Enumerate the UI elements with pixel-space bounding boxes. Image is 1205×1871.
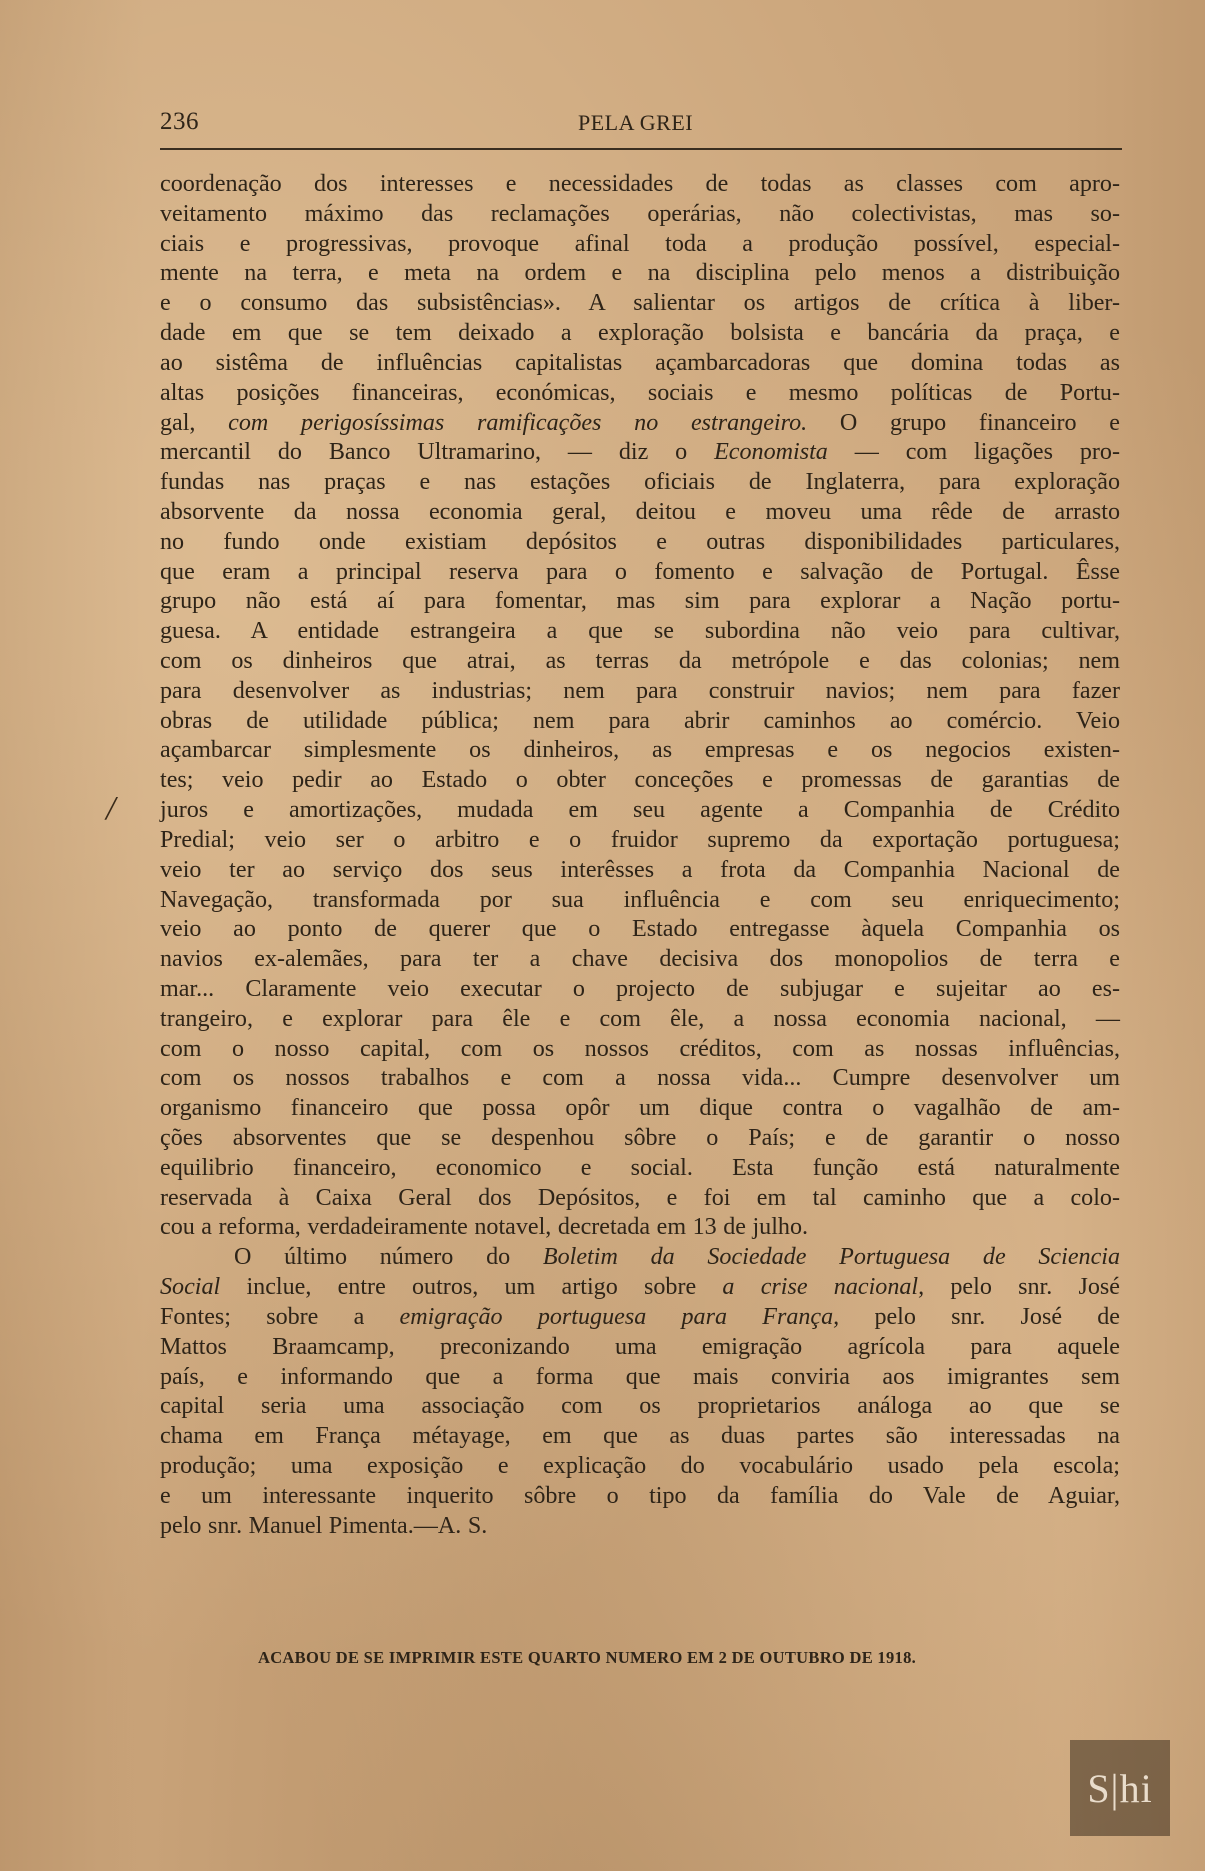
- text-line: [160, 409, 1120, 439]
- text-line: trangeiro, e explorar para êle e com êle, a nossa economia nacional, —: [160, 1005, 1120, 1032]
- text-line: no fundo onde existiam depósitos e outras disponibilidades particulares,: [160, 528, 1120, 555]
- italic-run: Social: [160, 1274, 221, 1301]
- text-line: para desenvolver as industrias; nem para construir navios; nem para fazer: [160, 677, 1120, 704]
- text-line: Mattos Braamcamp, preconizando uma emigração agrícola para aquele: [160, 1333, 1120, 1360]
- text-line: produção; uma exposição e explicação do vocabulário usado pela escola;: [160, 1452, 1120, 1479]
- text-line: equilibrio financeiro, economico e social. Esta função está naturalmente: [160, 1154, 1120, 1181]
- header-rule: [160, 148, 1122, 150]
- text-line: altas posições financeiras, económicas, sociais e mesmo políticas de Portu-: [160, 379, 1120, 406]
- italic-run: Economista: [714, 439, 828, 466]
- running-title: PELA GREI: [578, 110, 694, 135]
- text-line: coordenação dos interesses e necessidades de todas as classes com apro-: [160, 171, 1120, 197]
- text-line: Predial; veio ser o arbitro e o fruidor supremo da exportação portuguesa;: [160, 826, 1120, 853]
- text-line: com os nossos trabalhos e com a nossa vida... Cumpre desenvolver um: [160, 1065, 1120, 1092]
- text-line: com os dinheiros que atrai, as terras da metrópole e das colonias; nem: [160, 648, 1120, 674]
- text-run: gal,: [160, 409, 229, 436]
- text-run: mercantil do Banco Ultramarino, — diz o: [160, 439, 715, 466]
- italic-run: com perigosíssimas ramificações no estrangeiro.: [228, 409, 808, 436]
- text-run: O grupo financeiro e: [807, 409, 1120, 436]
- body-text: [160, 170, 1120, 1541]
- page-header: [160, 104, 1118, 144]
- text-line: [160, 1243, 1120, 1273]
- text-line: obras de utilidade pública; nem para abrir caminhos ao comércio. Veio: [160, 707, 1120, 734]
- text-line: juros e amortizações, mudada em seu agente a Companhia de Crédito: [160, 797, 1120, 824]
- text-run: pelo snr. José: [924, 1274, 1120, 1301]
- text-line: organismo financeiro que possa opôr um dique contra o vagalhão de am-: [160, 1095, 1120, 1122]
- text-line: guesa. A entidade estrangeira a que se subordina não veio para cultivar,: [160, 618, 1120, 645]
- text-line: [160, 1303, 1120, 1333]
- text-line: país, e informando que a forma que mais conviria aos imigrantes sem: [160, 1363, 1120, 1390]
- text-run: — com ligações pro-: [827, 439, 1121, 466]
- text-line: chama em França métayage, em que as duas partes são interessadas na: [160, 1423, 1120, 1450]
- text-line: veio ter ao serviço dos seus interêsses a frota da Companhia Nacional de: [160, 856, 1120, 883]
- text-line: navios ex-alemães, para ter a chave decisiva dos monopolios de terra e: [160, 946, 1120, 973]
- library-watermark-logo: S|hi: [1070, 1740, 1170, 1836]
- text-line: mente na terra, e meta na ordem e na disciplina pelo menos a distribuição: [160, 260, 1120, 287]
- italic-run: emigração portuguesa para França,: [399, 1303, 840, 1330]
- text-line: absorvente da nossa economia geral, deitou e moveu uma rêde de arrasto: [160, 498, 1120, 525]
- text-line: cou a reforma, verdadeiramente notavel, decretada em 13 de julho.: [160, 1214, 809, 1241]
- text-line: ciais e progressivas, provoque afinal toda a produção possível, especial-: [160, 230, 1120, 257]
- text-line: com o nosso capital, com os nossos créditos, com as nossas influências,: [160, 1035, 1120, 1062]
- page-number: 236: [160, 108, 199, 135]
- text-line: ao sistêma de influências capitalistas açambarcadoras que domina todas as: [160, 349, 1120, 376]
- text-line: veitamento máximo das reclamações operárias, não colectivistas, mas so-: [160, 200, 1120, 227]
- text-line: e o consumo das subsistências». A salientar os artigos de crítica à liber-: [160, 290, 1120, 317]
- margin-pencil-mark: /: [106, 790, 116, 827]
- text-run: inclue, entre outros, um artigo sobre: [220, 1274, 723, 1301]
- text-line: veio ao ponto de querer que o Estado entregasse àquela Companhia os: [160, 916, 1120, 943]
- text-line: dade em que se tem deixado a exploração bolsista e bancária da praça, e: [160, 320, 1120, 347]
- text-run: Fontes; sobre a: [160, 1303, 400, 1330]
- text-line: ções absorventes que se despenhou sôbre o País; e de garantir o nosso: [160, 1125, 1120, 1151]
- text-line: mar... Claramente veio executar o projecto de subjugar e sujeitar ao es-: [160, 975, 1120, 1002]
- text-line: grupo não está aí para fomentar, mas sim para explorar a Nação portu-: [160, 588, 1120, 615]
- text-run: O último número do: [234, 1244, 543, 1271]
- text-line: [160, 438, 1120, 468]
- text-line: pelo snr. Manuel Pimenta.—A. S.: [160, 1512, 488, 1539]
- italic-run: a crise nacional,: [722, 1274, 925, 1301]
- text-line: reservada à Caixa Geral dos Depósitos, e foi em tal caminho que a colo-: [160, 1184, 1120, 1211]
- text-line: que eram a principal reserva para o fomento e salvação de Portugal. Êsse: [160, 558, 1120, 585]
- text-line: e um interessante inquerito sôbre o tipo da família do Vale de Aguiar,: [160, 1482, 1120, 1509]
- colophon: ACABOU DE SE IMPRIMIR ESTE QUARTO NUMERO EM 2 DE OUTUBRO DE 1918.: [258, 1648, 917, 1667]
- text-line: Navegação, transformada por sua influência e com seu enriquecimento;: [160, 886, 1120, 913]
- text-line: [160, 1273, 1120, 1303]
- text-line: capital seria uma associação com os proprietarios análoga ao que se: [160, 1393, 1120, 1420]
- text-run: pelo snr. José de: [839, 1303, 1121, 1330]
- text-line: açambarcar simplesmente os dinheiros, as empresas e os negocios existen-: [160, 737, 1120, 764]
- text-line: tes; veio pedir ao Estado o obter conceções e promessas de garantias de: [160, 767, 1120, 794]
- italic-run: Boletim da Sociedade Portuguesa de Sciencia: [542, 1244, 1121, 1271]
- text-line: fundas nas praças e nas estações oficiais de Inglaterra, para exploração: [160, 469, 1120, 496]
